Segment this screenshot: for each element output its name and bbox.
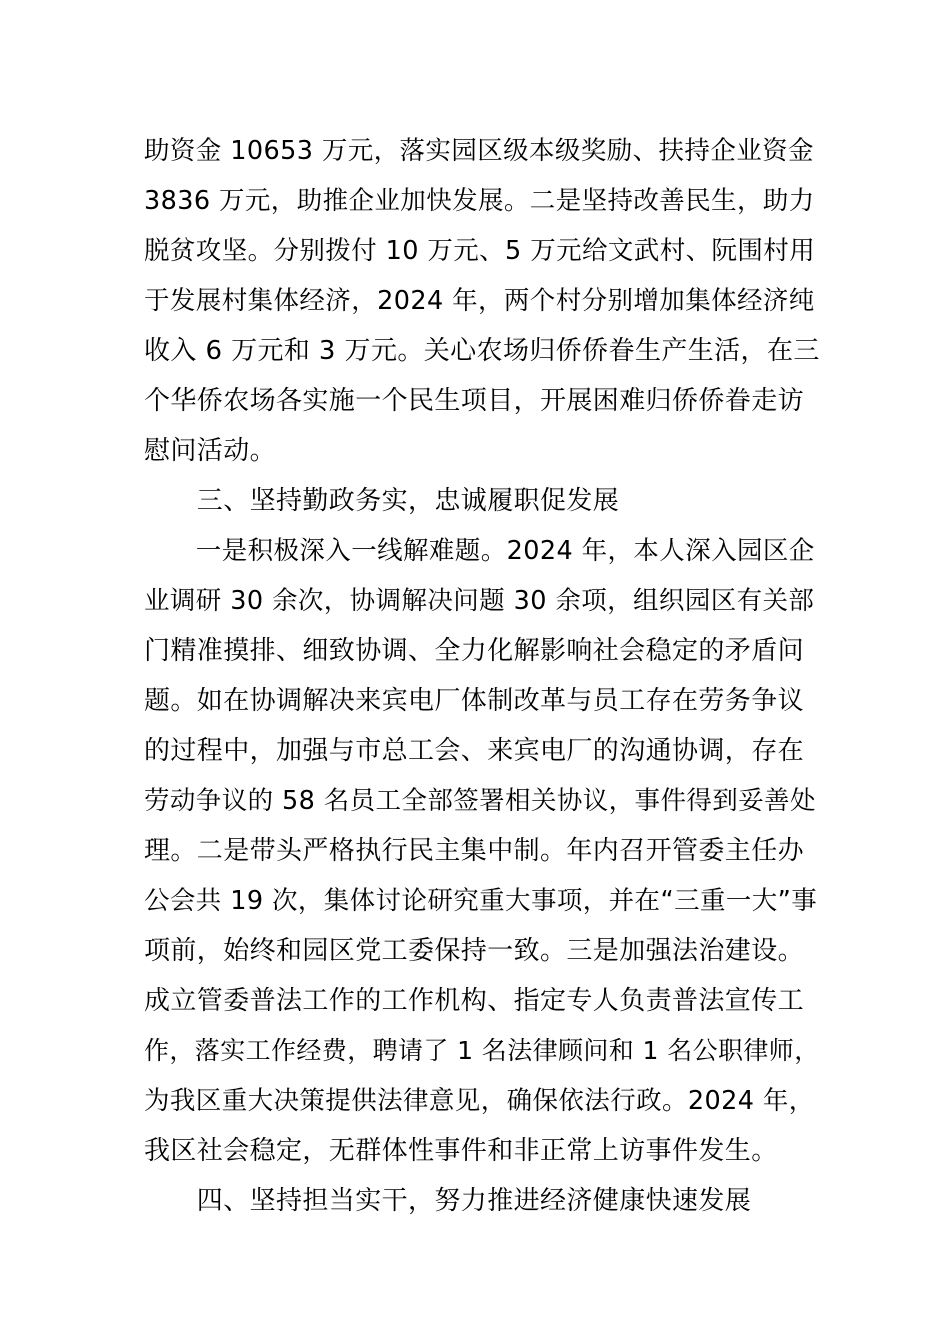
text-line: 作，落实工作经费，聘请了 1 名法律顾问和 1 名公职律师， <box>144 1036 820 1065</box>
text-line: 劳动争议的 58 名员工全部签署相关协议，事件得到妥善处 <box>144 786 816 816</box>
section-heading: 三、坚持勤政务实，忠诚履职促发展 <box>144 486 620 516</box>
section-heading: 四、坚持担当实干，努力推进经济健康快速发展 <box>144 1186 752 1216</box>
text-line: 收入 6 万元和 3 万元。关心农场归侨侨眷生产生活，在三 <box>144 336 820 366</box>
text-line: 的过程中，加强与市总工会、来宾电厂的沟通协调，存在 <box>144 736 805 766</box>
text-line: 一是积极深入一线解难题。2024 年，本人深入园区企 <box>144 536 815 566</box>
text-line: 脱贫攻坚。分别拨付 10 万元、5 万元给文武村、阮围村用 <box>144 236 816 266</box>
text-line: 成立管委普法工作的工作机构、指定专人负责普法宣传工 <box>144 986 805 1016</box>
text-line: 个华侨农场各实施一个民生项目，开展困难归侨侨眷走访 <box>144 386 805 416</box>
text-line: 题。如在协调解决来宾电厂体制改革与员工存在劳务争议 <box>144 686 805 716</box>
text-line: 助资金 10653 万元，落实园区级本级奖励、扶持企业资金 <box>144 136 814 166</box>
text-line: 我区社会稳定，无群体性事件和非正常上访事件发生。 <box>144 1136 778 1166</box>
text-line: 业调研 30 余次，协调解决问题 30 余项，组织园区有关部 <box>144 586 815 616</box>
text-line: 于发展村集体经济，2024 年，两个村分别增加集体经济纯 <box>144 286 815 316</box>
text-line: 项前，始终和园区党工委保持一致。三是加强法治建设。 <box>144 936 805 966</box>
text-line: 公会共 19 次，集体讨论研究重大事项，并在“三重一大”事 <box>144 886 818 916</box>
text-line: 为我区重大决策提供法律意见，确保依法行政。2024 年， <box>144 1086 815 1116</box>
text-line: 慰问活动。 <box>144 436 277 466</box>
text-line: 理。二是带头严格执行民主集中制。年内召开管委主任办 <box>144 836 805 866</box>
text-line: 门精准摸排、细致协调、全力化解影响社会稳定的矛盾问 <box>144 636 805 666</box>
text-line: 3836 万元，助推企业加快发展。二是坚持改善民生，助力 <box>144 186 815 216</box>
